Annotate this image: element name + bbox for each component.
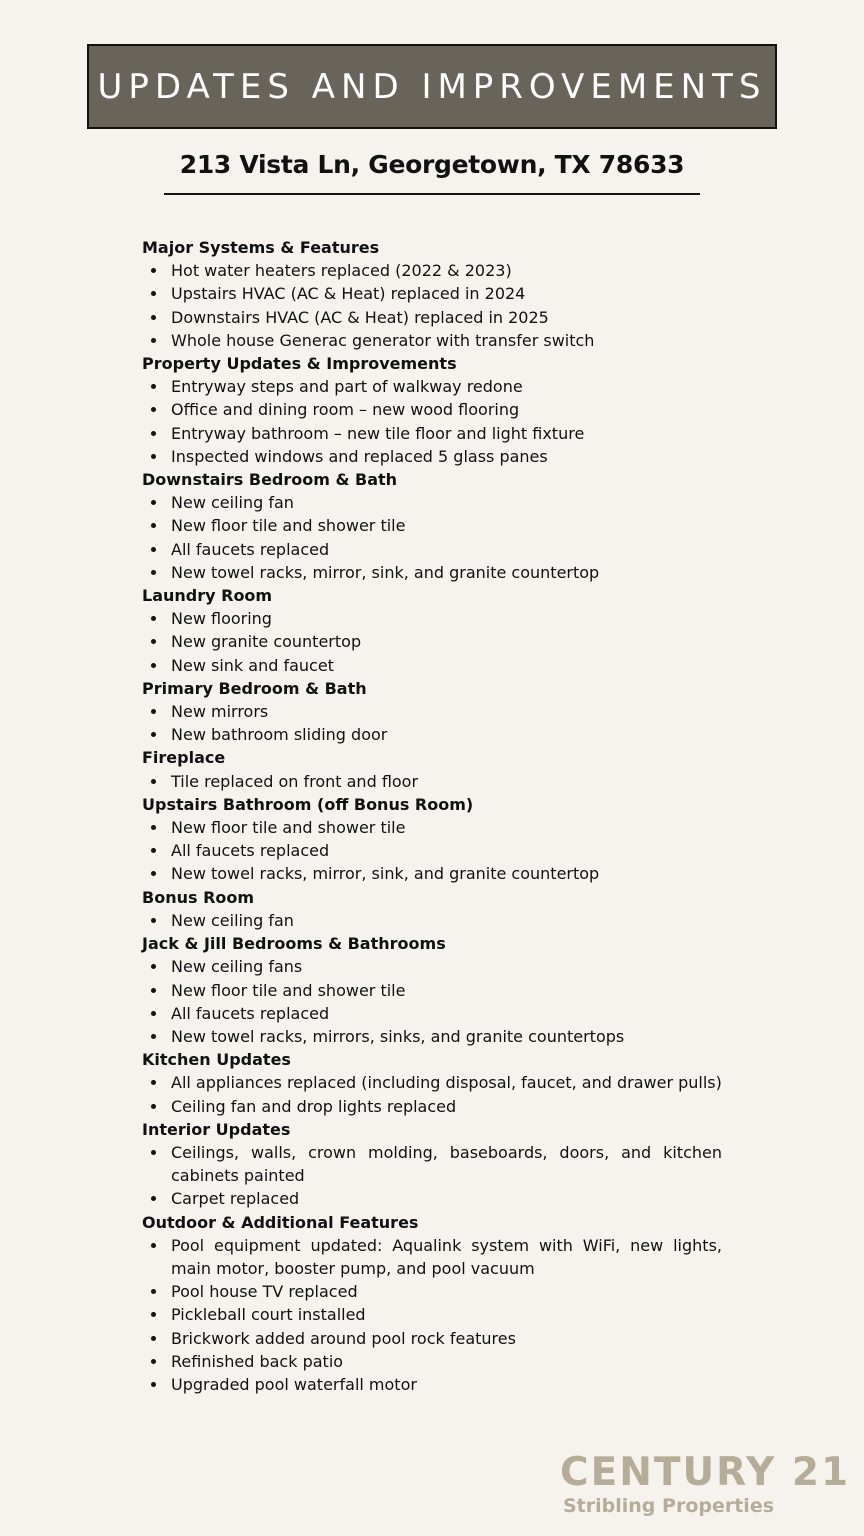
bullet-list [142, 375, 722, 468]
section [142, 1211, 722, 1397]
logo-brand: CENTURY 21 [560, 1450, 851, 1495]
list-item: New mirrors [171, 700, 722, 723]
list-item: New sink and faucet [171, 654, 722, 677]
list-item: Ceiling fan and drop lights replaced [171, 1095, 722, 1118]
list-item: Pool equipment updated: Aqualink system with WiFi, new lights, main motor, booster pump, and pool vacuum [171, 1234, 722, 1280]
section-title: Bonus Room [142, 887, 255, 907]
list-item: All faucets replaced [171, 839, 722, 862]
section-title: Jack & Jill Bedrooms & Bathrooms [142, 934, 446, 954]
property-address: 213 Vista Ln, Georgetown, TX 78633 [179, 150, 685, 179]
section [142, 1118, 722, 1211]
page-title: UPDATES AND IMPROVEMENTS [97, 66, 767, 107]
section [142, 468, 722, 584]
section [142, 677, 722, 747]
list-item: New floor tile and shower tile [171, 979, 722, 1002]
bullet-list [142, 955, 722, 1048]
list-item: Brickwork added around pool rock features [171, 1327, 722, 1350]
section-title: Primary Bedroom & Bath [142, 678, 367, 698]
list-item: New ceiling fan [171, 909, 722, 932]
bullet-list [142, 259, 722, 352]
list-item: Tile replaced on front and floor [171, 770, 722, 793]
list-item: New bathroom sliding door [171, 723, 722, 746]
section [142, 746, 722, 792]
list-item: Refinished back patio [171, 1350, 722, 1373]
list-item: Carpet replaced [171, 1187, 722, 1210]
list-item: Pickleball court installed [171, 1303, 722, 1326]
section-title: Laundry Room [142, 586, 273, 606]
list-item: New towel racks, mirror, sink, and granite countertop [171, 561, 722, 584]
list-item: All faucets replaced [171, 538, 722, 561]
list-item: Office and dining room – new wood flooring [171, 398, 722, 421]
list-item: New floor tile and shower tile [171, 816, 722, 839]
section [142, 886, 722, 932]
list-item: Entryway bathroom – new tile floor and light fixture [171, 422, 722, 445]
section [142, 793, 722, 886]
bullet-list [142, 909, 722, 932]
logo-office: Stribling Properties [563, 1495, 775, 1517]
list-item: Entryway steps and part of walkway redone [171, 375, 722, 398]
list-item: New ceiling fan [171, 491, 722, 514]
bullet-list [142, 1071, 722, 1117]
list-item: Whole house Generac generator with transfer switch [171, 329, 722, 352]
section [142, 1048, 722, 1118]
list-item: New flooring [171, 607, 722, 630]
list-item: New towel racks, mirror, sink, and granite countertop [171, 862, 722, 885]
list-item: New floor tile and shower tile [171, 514, 722, 537]
bullet-list [142, 1141, 722, 1211]
list-item: All appliances replaced (including disposal, faucet, and drawer pulls) [171, 1071, 722, 1094]
title-banner [87, 44, 777, 129]
section-title: Fireplace [142, 748, 226, 768]
list-item: Hot water heaters replaced (2022 & 2023) [171, 259, 722, 282]
bullet-list [142, 700, 722, 746]
section-title: Upstairs Bathroom (off Bonus Room) [142, 794, 474, 814]
list-item: Upgraded pool waterfall motor [171, 1373, 722, 1396]
section-title: Interior Updates [142, 1119, 291, 1139]
section [142, 352, 722, 468]
bullet-list [142, 607, 722, 677]
list-item: Downstairs HVAC (AC & Heat) replaced in 2025 [171, 306, 722, 329]
bullet-list [142, 1234, 722, 1396]
list-item: All faucets replaced [171, 1002, 722, 1025]
section-title: Major Systems & Features [142, 238, 380, 257]
section [142, 584, 722, 677]
list-item: New towel racks, mirrors, sinks, and granite countertops [171, 1025, 722, 1048]
list-item: New granite countertop [171, 630, 722, 653]
list-item: Ceilings, walls, crown molding, baseboards, doors, and kitchen cabinets painted [171, 1141, 722, 1187]
address-underline [164, 193, 700, 195]
list-item: New ceiling fans [171, 955, 722, 978]
century21-logo [560, 1450, 851, 1518]
section-title: Outdoor & Additional Features [142, 1212, 419, 1232]
bullet-list [142, 816, 722, 886]
section-title: Downstairs Bedroom & Bath [142, 470, 398, 490]
bullet-list [142, 770, 722, 793]
updates-list [142, 236, 722, 1396]
section-title: Kitchen Updates [142, 1050, 291, 1070]
section [142, 932, 722, 1048]
bullet-list [142, 491, 722, 584]
section [142, 236, 722, 352]
list-item: Pool house TV replaced [171, 1280, 722, 1303]
list-item: Inspected windows and replaced 5 glass panes [171, 445, 722, 468]
section-title: Property Updates & Improvements [142, 354, 457, 374]
list-item: Upstairs HVAC (AC & Heat) replaced in 2024 [171, 282, 722, 305]
